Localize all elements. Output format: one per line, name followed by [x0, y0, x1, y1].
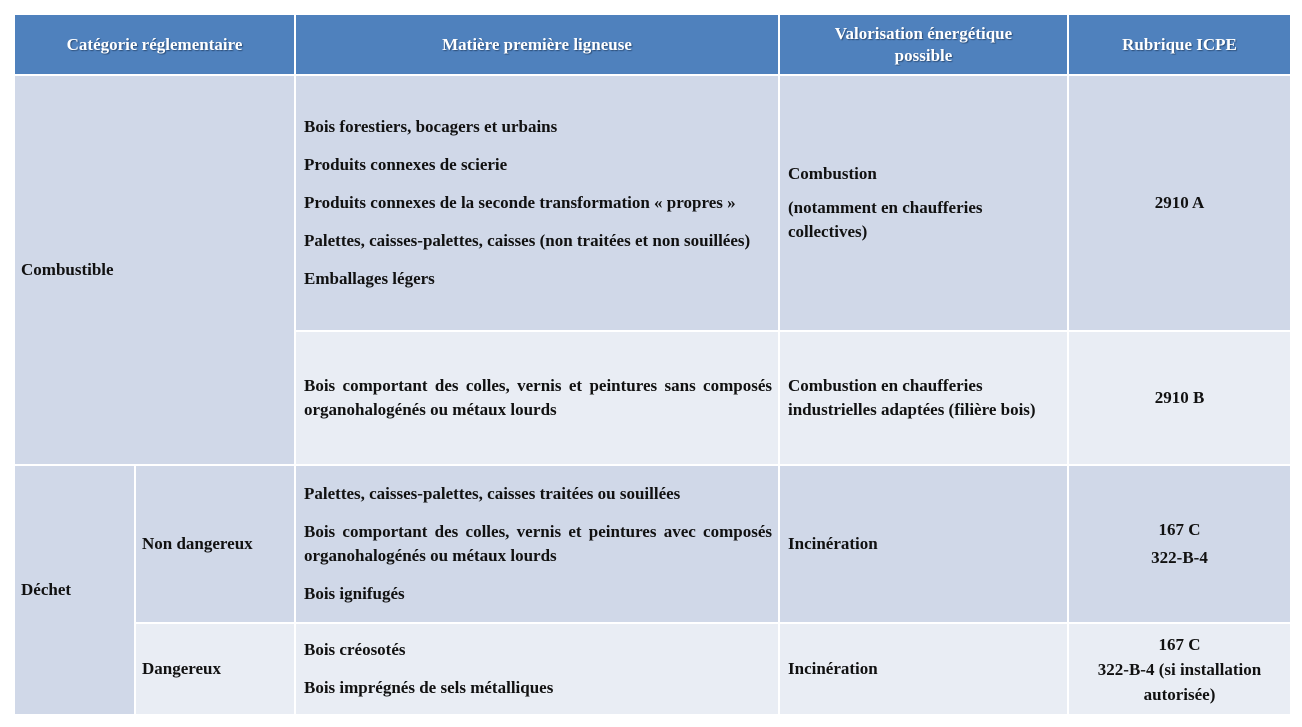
subcategory-non-dangereux: Non dangereux — [135, 465, 295, 623]
rubrique-code: 322-B-4 — [1151, 548, 1208, 567]
matiere-item: Produits connexes de la seconde transformation « propres » — [304, 193, 736, 212]
matiere-item: Produits connexes de scierie — [304, 155, 508, 174]
matiere-cell — [295, 623, 779, 715]
matiere-item: Palettes, caisses-palettes, caisses traitées ou souillées — [304, 484, 681, 503]
valorisation-cell — [779, 75, 1068, 331]
row-combustible-a — [14, 75, 1291, 331]
matiere-cell — [295, 331, 779, 465]
matiere-item: Bois comportant des colles, vernis et peintures sans composés organohalogénés ou métaux lourds — [304, 376, 772, 419]
valorisation-cell — [779, 331, 1068, 465]
rubrique-code: 322-B-4 (si installation autorisée) — [1097, 659, 1262, 704]
header-valorisation-text: Valorisation énergétique possible — [834, 23, 1013, 65]
matiere-item: Bois créosotés — [304, 640, 406, 659]
rubrique-code: 2910 A — [1154, 193, 1205, 212]
rubrique-cell — [1068, 465, 1291, 623]
header-rubrique: Rubrique ICPE — [1068, 14, 1291, 75]
valorisation-cell — [779, 623, 1068, 715]
matiere-cell — [295, 75, 779, 331]
matiere-item: Bois ignifugés — [304, 584, 405, 603]
valorisation-text: Combustion en chaufferies industrielles adaptées (filière bois) — [788, 376, 1036, 419]
valorisation-cell — [779, 465, 1068, 623]
subcategory-dangereux: Dangereux — [135, 623, 295, 715]
valorisation-text: Incinération — [788, 534, 878, 553]
rubrique-code: 2910 B — [1154, 388, 1205, 407]
header-matiere: Matière première ligneuse — [295, 14, 779, 75]
category-dechet: Déchet — [14, 465, 135, 715]
header-valorisation — [779, 14, 1068, 75]
icpe-table — [13, 13, 1292, 716]
rubrique-cell — [1068, 331, 1291, 465]
matiere-item: Emballages légers — [304, 269, 435, 288]
valorisation-text: Incinération — [788, 659, 878, 678]
row-dechet-dangereux — [14, 623, 1291, 715]
matiere-cell — [295, 465, 779, 623]
matiere-item: Palettes, caisses-palettes, caisses (non traitées et non souillées) — [304, 231, 751, 250]
matiere-item: Bois comportant des colles, vernis et peintures avec composés organohalogénés ou métaux lourds — [304, 522, 772, 565]
matiere-item: Bois imprégnés de sels métalliques — [304, 678, 554, 697]
valorisation-note: (notamment en chaufferies collectives) — [788, 198, 983, 241]
rubrique-code: 167 C — [1158, 520, 1201, 539]
valorisation-text: Combustion — [788, 164, 877, 183]
header-row — [14, 14, 1291, 75]
matiere-item: Bois forestiers, bocagers et urbains — [304, 117, 558, 136]
row-dechet-non-dangereux — [14, 465, 1291, 623]
rubrique-code: 167 C — [1158, 634, 1201, 654]
category-combustible: Combustible — [14, 75, 295, 465]
rubrique-cell — [1068, 75, 1291, 331]
rubrique-cell — [1068, 623, 1291, 715]
header-categorie: Catégorie réglementaire — [14, 14, 295, 75]
